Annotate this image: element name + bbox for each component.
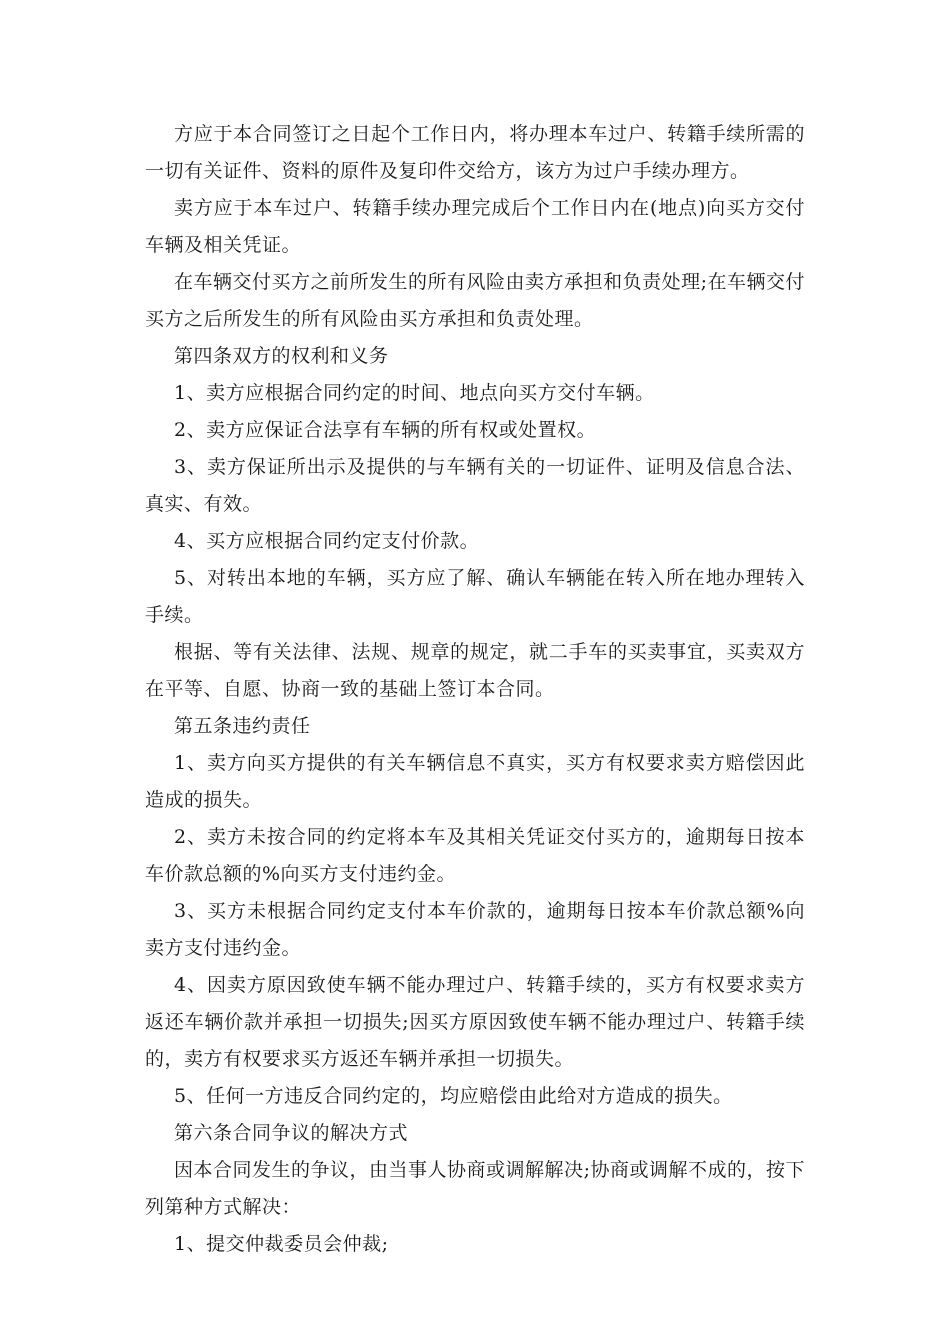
- list-item: 5、对转出本地的车辆，买方应了解、确认车辆能在转入所在地办理转入手续。: [145, 567, 805, 626]
- list-item: 1、卖方应根据合同约定的时间、地点向买方交付车辆。: [174, 382, 655, 404]
- paragraph: 根据、等有关法律、法规、规章的规定，就二手车的买卖事宜，买卖双方在平等、自愿、协商一致的基础上签订本合同。: [145, 641, 805, 700]
- section-heading: 第四条双方的权利和义务: [174, 345, 389, 367]
- list-item: 1、提交仲裁委员会仲裁;: [174, 1233, 389, 1255]
- list-item: 1、卖方向买方提供的有关车辆信息不真实，买方有权要求卖方赔偿因此造成的损失。: [145, 752, 805, 811]
- paragraph: 因本合同发生的争议，由当事人协商或调解解决;协商或调解不成的，按下列第种方式解决：: [145, 1159, 805, 1218]
- paragraph: 方应于本合同签订之日起个工作日内，将办理本车过户、转籍手续所需的一切有关证件、资料的原件及复印件交给方，该方为过户手续办理方。: [145, 123, 805, 182]
- paragraph: 卖方应于本车过户、转籍手续办理完成后个工作日内在(地点)向买方交付车辆及相关凭证。: [145, 197, 805, 256]
- document-body: [145, 116, 805, 1263]
- list-item: 5、任何一方违反合同约定的，均应赔偿由此给对方造成的损失。: [174, 1085, 733, 1107]
- paragraph: 在车辆交付买方之前所发生的所有风险由卖方承担和负责处理;在车辆交付买方之后所发生的所有风险由买方承担和负责处理。: [145, 271, 805, 330]
- list-item: 3、买方未根据合同约定支付本车价款的，逾期每日按本车价款总额%向卖方支付违约金。: [145, 900, 805, 959]
- list-item: 4、因卖方原因致使车辆不能办理过户、转籍手续的，买方有权要求卖方返还车辆价款并承担一切损失;因买方原因致使车辆不能办理过户、转籍手续的，卖方有权要求买方返还车辆并承担一切损失。: [145, 974, 805, 1070]
- section-heading: 第六条合同争议的解决方式: [174, 1122, 409, 1144]
- list-item: 4、买方应根据合同约定支付价款。: [174, 530, 480, 552]
- list-item: 3、卖方保证所出示及提供的与车辆有关的一切证件、证明及信息合法、真实、有效。: [145, 456, 805, 515]
- list-item: 2、卖方应保证合法享有车辆的所有权或处置权。: [174, 419, 597, 441]
- section-heading: 第五条违约责任: [174, 715, 311, 737]
- list-item: 2、卖方未按合同的约定将本车及其相关凭证交付买方的，逾期每日按本车价款总额的%向买方支付违约金。: [145, 826, 805, 885]
